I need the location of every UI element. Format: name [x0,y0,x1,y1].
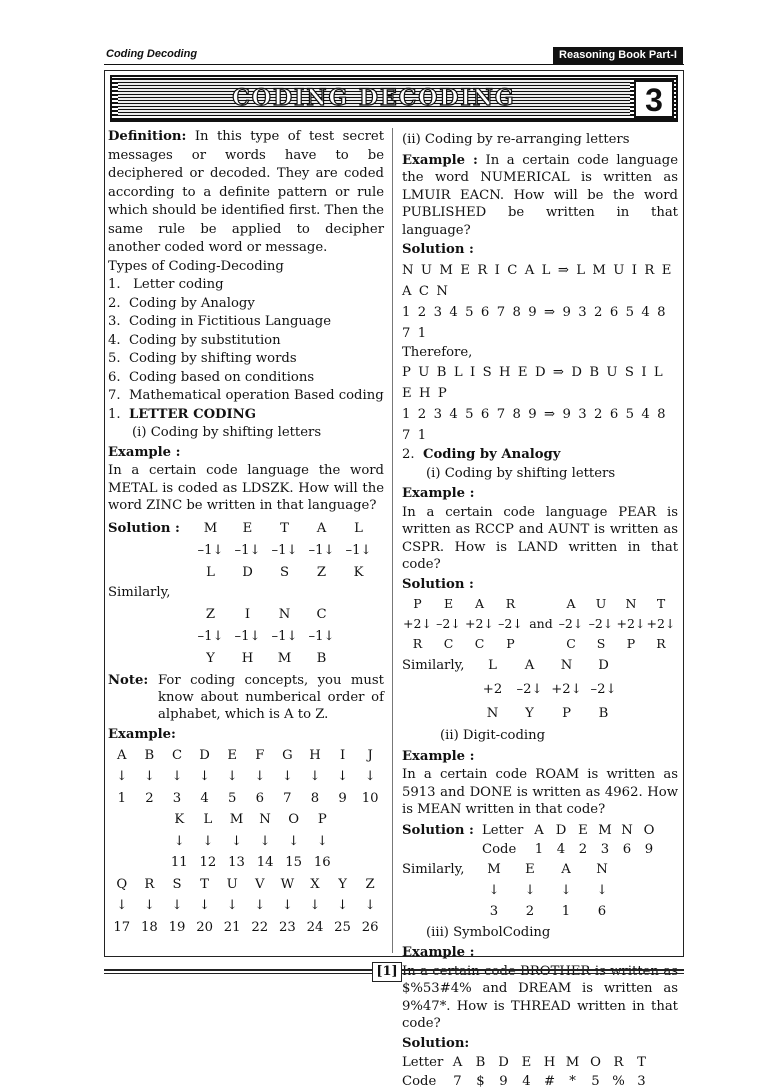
table-cell: –1↓ [197,629,224,644]
solution-1 [108,518,384,584]
subsection-digit: (ii) Digit-coding [440,728,546,743]
table-cell: B [598,706,609,721]
table-cell: C [316,607,327,622]
table-cell: R [505,596,516,611]
table-cell: G [282,747,293,763]
table-cell: N [278,607,291,622]
table-cell: L [203,812,213,827]
example-5-text: In a certain code BROTHER is written as $%53#4% and DREAM is written as 9%47*. How is THREAD written in that code? [402,963,678,1031]
published-line: P U B L I S H E D ⇒ D B U S I L E H P [402,365,665,401]
table-cell: 14 [256,855,274,870]
table-cell: E [443,596,454,611]
table-cell: 8 [310,790,320,806]
table-cell: 3 [172,790,182,806]
alpha-nums-2 [165,852,384,874]
letter-label: Letter [482,822,524,838]
table-cell: 26 [361,919,379,935]
alpha-arrows-2 [165,831,384,853]
note-text: For coding concepts, you must know about numberical order of alphabet, which is A to Z. [158,673,384,722]
table-cell: S [279,564,290,580]
table-cell: E [578,822,588,838]
down-arrow-icon: ↓ [143,769,155,784]
type-item: 1. Letter coding [108,277,224,292]
table-cell: V [255,876,265,892]
pear-letters [402,594,526,614]
table-cell: D [498,1055,509,1070]
down-arrow-icon: ↓ [337,898,349,913]
sol-row-letters [192,518,377,540]
similarly-label: Similarly, [108,584,171,600]
subsection-symbol: (iii) SymbolCoding [426,924,551,940]
table-cell: E [227,747,237,763]
table-cell: 23 [278,919,296,935]
table-cell: N [625,596,637,611]
table-cell: 6 [255,790,264,806]
table-cell: 3 [489,903,499,919]
table-cell: M [565,1055,580,1070]
table-cell: 15 [285,855,303,870]
down-arrow-icon: ↓ [316,833,328,849]
table-cell: 13 [228,855,245,870]
down-arrow-icon: ↓ [364,898,376,913]
table-cell: A [474,596,485,611]
code-label: Code [482,841,517,857]
chapter-title: CODING DECODING [232,85,516,111]
table-cell: A [316,520,327,536]
table-cell: 9 [644,841,654,857]
mean-codes [476,901,620,922]
table-cell: Z [316,564,327,580]
table-cell: X [310,876,320,892]
down-arrow-icon: ↓ [171,769,183,784]
table-cell: 5 [227,790,237,806]
aunt-shifts [556,614,676,634]
table-cell: M [598,822,612,838]
example-3-label: Example : [402,486,475,501]
land-solution [402,654,678,726]
table-cell: 24 [306,919,324,935]
table-cell: I [339,747,346,763]
table-cell: B [144,747,155,763]
down-arrow-icon: ↓ [254,898,266,913]
solution-label: Solution : [402,242,474,257]
table-cell: 7 [453,1074,462,1089]
table-cell: +2↓ [465,616,494,631]
aunt-codes [556,634,676,654]
solution-4-label: Solution : [402,822,474,838]
table-cell: 4 [200,790,209,806]
table-cell: 2 [578,841,588,857]
table-cell: P [413,596,422,611]
table-cell: A [534,822,544,838]
table-cell: N [560,658,573,673]
down-arrow-icon: ↓ [288,833,300,849]
table-cell: K [174,812,185,827]
table-cell: O [590,1055,601,1070]
section-2-subheading: (i) Coding by shifting letters [426,465,616,481]
down-arrow-icon: ↓ [230,833,243,849]
table-cell: R [412,636,423,651]
table-cell: # [543,1074,556,1089]
down-arrow-icon: ↓ [202,833,214,849]
table-cell: D [598,658,609,673]
sol-row-shifts [192,540,377,562]
example-5-label: Example : [402,945,475,960]
table-cell: L [488,658,497,673]
table-cell: O [643,822,655,838]
chapter-number: 3 [634,80,674,118]
table-cell: T [280,520,289,536]
example-4-text: In a certain code ROAM is written as 5913 and DONE is written as 4962. How is MEAN written in that code? [402,767,678,817]
table-cell: D [199,747,210,763]
alphabet-table [108,745,384,939]
table-cell: 20 [196,919,213,935]
table-cell: –2↓ [558,616,584,631]
example-1-text: In a certain code language the word METAL is coded as LDSZK. How will the word ZINC be written in that language? [108,463,384,513]
down-arrow-icon: ↓ [488,882,500,898]
mean-arrows [476,880,620,901]
table-cell: L [206,564,215,580]
type-item: 4. Coding by substitution [108,332,281,348]
land-letters [474,654,622,678]
similarly-1 [192,604,384,670]
example-2-text: In a certain code language the word NUMERICAL is written as LMUIR EACN. How will be the word PUBLISHED be written in that language? [402,152,678,238]
table-cell: 5 [591,1074,600,1089]
table-cell: D [242,564,253,580]
table-cell: P [506,636,515,651]
table-cell: +2↓ [403,616,432,631]
table-cell: T [656,596,666,611]
example-3-text: In a certain code language PEAR is written as RCCP and AUNT is written as CSPR. How is LAND written in that code? [402,504,678,572]
table-cell: 4 [556,841,566,857]
down-arrow-icon: ↓ [259,833,271,849]
table-cell: 21 [223,919,241,935]
alpha-row-1 [108,745,384,767]
down-arrow-icon: ↓ [524,882,536,898]
table-cell: +2 [482,682,503,697]
down-arrow-icon: ↓ [116,898,128,913]
land-codes [474,702,622,726]
table-cell: 1 [561,903,571,919]
types-list [108,276,384,406]
down-arrow-icon: ↓ [143,898,155,913]
table-cell: +2↓ [616,616,646,631]
table-cell: A [452,1055,463,1070]
table-cell: –1↓ [234,629,261,644]
down-arrow-icon: ↓ [596,882,608,898]
alpha-nums-3 [108,917,384,939]
table-cell: S [596,636,606,651]
table-cell: M [277,651,292,666]
symbol-table [402,1053,678,1091]
table-cell: R [656,636,666,651]
table-cell: N [596,861,608,877]
table-cell: –1↓ [197,542,224,558]
table-cell: 1 [534,841,544,857]
numerical-digits: 1 2 3 4 5 6 7 8 9 ⇒ 9 3 2 6 5 4 8 7 1 [402,304,668,341]
table-cell: R [144,876,155,892]
down-arrow-icon: ↓ [337,769,349,784]
table-cell: I [244,607,251,622]
example-label: Example : [108,444,181,460]
example-2 [402,152,678,240]
rearrange-solution [402,260,678,344]
land-shifts [474,678,622,702]
sym-letter-label: Letter [402,1055,444,1070]
alpha-nums-1 [108,788,384,810]
example-2-label: Example: [108,727,176,742]
sim-row-letters [192,604,384,626]
down-arrow-icon: ↓ [309,898,321,913]
table-cell: –1↓ [345,542,372,558]
down-arrow-icon: ↓ [226,898,238,913]
therefore-label: Therefore, [402,344,473,360]
down-arrow-icon: ↓ [281,898,293,913]
table-cell: 6 [597,903,607,919]
numerical-line: N U M E R I C A L ⇒ L M U I R E A C N [402,262,673,299]
solution-label: Solution : [108,520,180,536]
table-cell: –2↓ [590,682,617,697]
digit-solution [402,821,678,859]
table-cell: –1↓ [271,629,298,644]
table-cell: Z [365,876,375,892]
table-cell: 11 [170,855,188,870]
definition-text: In this type of test secret messages or words have to be deciphered or decoded. They are coded according to a definite pattern or rule which should be identified first. Then the same rule be applied to decipher another coded word or message. [108,129,384,255]
table-cell: E [525,861,535,877]
table-cell: P [626,636,636,651]
page-number: [1] [372,962,402,982]
running-header-book: Reasoning Book Part-I [553,47,683,64]
note-label: Note: [108,673,149,688]
table-cell: +2↓ [646,616,676,631]
published-digits: 1 2 3 4 5 6 7 8 9 ⇒ 9 3 2 6 5 4 8 7 1 [402,407,668,443]
table-cell: –1↓ [308,542,335,558]
table-cell: –1↓ [234,542,261,558]
pear-aunt-solution [402,594,678,654]
table-cell: E [521,1055,532,1070]
alpha-arrows-1 [108,766,384,788]
definition-label: Definition: [108,129,187,144]
type-item: 5. Coding by shifting words [108,351,297,366]
down-arrow-icon: ↓ [171,898,183,913]
table-cell: D [555,822,567,838]
subsection-rearranging: (ii) Coding by re-arranging letters [402,132,630,147]
down-arrow-icon: ↓ [199,769,211,784]
alpha-row-3 [108,874,384,896]
table-cell: * [569,1074,576,1089]
table-cell: B [316,651,327,666]
digit-letters [528,821,660,840]
sim-row-codes [192,648,384,670]
table-cell: 3 [637,1074,646,1089]
down-arrow-icon: ↓ [364,769,376,784]
aunt-letters [556,594,676,614]
table-cell: U [595,596,607,611]
table-cell: 22 [251,919,269,935]
down-arrow-icon: ↓ [560,882,572,898]
pear-shifts [402,614,526,634]
down-arrow-icon: ↓ [173,833,185,849]
table-cell: H [543,1055,556,1070]
table-cell: M [203,520,218,536]
table-cell: N [486,706,499,721]
table-cell: –2↓ [588,616,614,631]
table-cell: N [259,812,271,827]
table-cell: W [280,876,295,892]
type-item: 3. Coding in Fictitious Language [108,314,332,329]
table-cell: 7 [283,790,292,806]
table-cell: U [226,876,238,892]
similarly-label: Similarly, [402,658,465,673]
note [108,672,384,723]
table-cell: P [317,812,327,827]
similarly-2-label: Similarly, [402,861,465,877]
down-arrow-icon: ↓ [116,769,128,784]
table-cell: 19 [168,919,186,935]
sym-letters [446,1053,653,1072]
down-arrow-icon: ↓ [226,769,238,784]
table-cell: H [241,651,254,666]
table-cell: –1↓ [271,542,298,558]
table-cell: Z [205,607,216,622]
down-arrow-icon: ↓ [309,769,321,784]
right-column [402,131,678,1091]
running-header-title: Coding Decoding [106,48,198,60]
types-title: Types of Coding-Decoding [108,258,284,274]
table-cell: L [354,520,363,536]
table-cell: T [200,876,209,892]
table-cell: K [353,564,364,580]
table-cell: C [171,747,183,763]
table-cell: C [474,636,485,651]
table-cell: N [621,822,633,838]
down-arrow-icon: ↓ [199,898,211,913]
table-cell: –2↓ [516,682,543,697]
table-cell: B [475,1055,486,1070]
table-cell: M [487,861,501,877]
table-cell: 3 [600,841,610,857]
sim-row-shifts [192,626,384,648]
sym-code-label: Code [402,1074,437,1089]
down-arrow-icon: ↓ [254,769,266,784]
table-cell: Y [525,706,534,721]
mean-letters [476,859,620,880]
alpha-row-2 [165,809,384,831]
section-1-heading: 1. LETTER CODING [108,406,256,422]
table-cell: A [524,658,535,673]
table-cell: A [117,747,127,763]
type-item: 7. Mathematical operation Based coding [108,388,384,403]
table-cell: 17 [113,919,131,935]
table-cell: 9 [338,790,347,806]
sol-row-codes [192,562,377,584]
example-4-label: Example : [402,748,475,764]
table-cell: 10 [361,790,379,806]
definition [108,128,384,258]
type-item: 2. Coding by Analogy [108,295,255,311]
header-rule [104,64,684,65]
table-cell: 2 [525,903,535,919]
table-cell: 16 [313,855,331,870]
solution-5-label: Solution: [402,1035,470,1051]
table-cell: Y [206,651,215,666]
table-cell: J [367,747,373,763]
table-cell: –2↓ [436,616,461,631]
table-cell: 25 [334,919,351,935]
table-cell: –1↓ [308,629,335,644]
table-cell: Q [116,876,128,892]
and-word: and [529,616,553,631]
table-cell: S [172,876,182,892]
table-cell: A [561,861,571,877]
table-cell: Y [338,876,347,892]
column-divider [392,128,393,953]
table-cell: R [613,1055,624,1070]
table-cell: $ [476,1074,485,1089]
table-cell: C [443,636,454,651]
section-1-subheading: (i) Coding by shifting letters [132,425,322,440]
table-cell: C [566,636,576,651]
table-cell: 4 [522,1074,531,1089]
table-cell: 12 [199,855,217,870]
example-label: Example : [402,152,478,168]
table-cell: 9 [499,1074,508,1089]
table-cell: T [637,1055,646,1070]
table-cell: 6 [622,841,632,857]
table-cell: +2↓ [551,682,582,697]
table-cell: F [255,747,265,763]
table-cell: % [612,1074,625,1089]
table-cell: E [242,520,253,536]
table-cell: A [566,596,576,611]
table-cell: –2↓ [498,616,523,631]
mean-solution [402,859,678,922]
table-cell: 18 [141,919,158,935]
type-item: 6. Coding based on conditions [108,369,315,385]
solution-3-label: Solution : [402,576,474,592]
sym-codes [446,1072,653,1091]
published-solution [402,362,678,446]
table-cell: 2 [145,790,154,806]
alpha-arrows-3 [108,895,384,917]
table-cell: O [288,812,300,827]
digit-codes [528,840,660,859]
left-column [108,128,384,938]
table-cell: M [229,812,244,827]
table-cell: 1 [117,790,126,806]
table-cell: H [309,747,321,763]
table-cell: P [562,706,571,721]
section-2-heading: 2. Coding by Analogy [402,447,561,462]
down-arrow-icon: ↓ [281,769,293,784]
pear-codes [402,634,526,654]
